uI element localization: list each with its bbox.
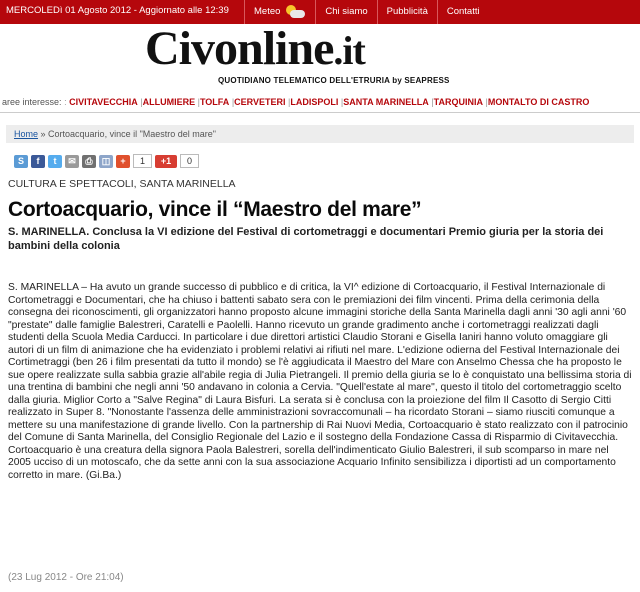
area-link-civitavecchia[interactable]: CIVITAVECCHIA bbox=[69, 97, 138, 107]
pubblicita-link[interactable]: Pubblicità bbox=[377, 0, 437, 24]
breadcrumb bbox=[6, 125, 634, 143]
addthis-icon[interactable]: + bbox=[116, 155, 130, 168]
weather-icon bbox=[284, 3, 306, 21]
area-link-allumiere[interactable]: ALLUMIERE bbox=[142, 97, 196, 107]
site-logo[interactable]: Civonline.it bbox=[145, 22, 365, 75]
print-icon[interactable]: ⎙ bbox=[82, 155, 96, 168]
divider bbox=[0, 112, 640, 113]
share-icon[interactable]: S bbox=[14, 155, 28, 168]
share-toolbar bbox=[14, 154, 199, 168]
breadcrumb-separator: » bbox=[38, 129, 49, 139]
article-subtitle: S. MARINELLA. Conclusa la VI edizione del Festival di cortometraggi e documentari Premio giuria per la storia dei bambini della colonia bbox=[8, 226, 604, 252]
breadcrumb-home-link[interactable]: Home bbox=[14, 129, 39, 139]
article-paragraph: S. MARINELLA – Ha avuto un grande successo di pubblico e di critica, la VI^ edizione di Cortoacquario, il Festival Internazionale di Cortometraggi e Documentari, che ha chiuso i battenti sabato sera con le premiazioni dei film vincenti. Prima della cerimonia della consegna dei riconoscimenti, gli organizzatori hanno proposto alcune immagini storiche della Santa Marinella dagli anni '30 agli anni '60 "prestate" dalle famiglie Balestreri, Caratelli e Paolelli. Hanno ricevuto un grande gradimento anche i cortometraggi realizzati dagli studenti della Scuola Media Carducci. In particolare i due direttori artistici Claudio Storani e Gisella Ianiri hanno voluto omaggiare gli autori di un film di animazione che ha evidenziato i problemi relativi ai rifiuti nel mare. L'edizione odierna del Festival Internazionale dei Cortimetraggi (ben 26 i film presentati da tutto il mondo) se l'è aggiudicata il Maestro del Mare con Anselmo Chessa che ha proposto le sue opere realizzate sulla sabbia grazie all'abile regia di Julia Pietrangeli. Il premio della giuria se lo è conquistato una bellissima storia di una trentina di bambini che negli anni '50 andavano in colonia a Cervia. "Quell'estate al mare", questo il titolo del cortometraggio scelto dalla giuria. Miglior Corto a "Salve Regina" di Laura Bisfuri. La serata si è conclusa con la proiezione del film Il Casotto di Sergio Citti realizzato in Super 8. "Nonostante l'assenza delle amministrazioni sovraccomunali – ha ricordato Storani – siamo riusciti comunque a mettere su una manifestazione di grande livello. Con la partnership di Rai Nuovi Media, Cortoacquario è stato realizzato con il patrocinio del Comune di Santa Marinella, del Consiglio Regionale del Lazio e il sostegno della Fondazione Cassa di Risparmio di Civitavecchia. Cortoacquario è una creatura della signora Paola Balestreri, sorella dell'indimenticato Giulio Balestreri, il sub scomparso in mare nel 2005 ucciso di un motoscafo, che da sette anni con la sua associazione Acquario Infinito sensibilizza i diportisti ad un comportamento corretto in mare. (Gi.Ba.) bbox=[8, 282, 632, 481]
meteo-link[interactable] bbox=[244, 0, 315, 24]
contatti-link[interactable]: Contatti bbox=[437, 0, 489, 24]
site-tagline: QUOTIDIANO TELEMATICO DELL'ETRURIA by SEAPRESS bbox=[218, 76, 450, 85]
current-date: MERCOLEDì 01 Agosto 2012 - Aggiornato alle 12:39 bbox=[6, 5, 229, 16]
google-plus-icon[interactable]: +1 bbox=[155, 155, 177, 168]
bookmark-icon[interactable]: ◫ bbox=[99, 155, 113, 168]
top-bar bbox=[0, 0, 640, 24]
area-link-tarquinia[interactable]: TARQUINIA bbox=[433, 97, 483, 107]
article-body bbox=[8, 282, 632, 482]
top-nav bbox=[244, 0, 489, 24]
area-link-santa-marinella[interactable]: SANTA MARINELLA bbox=[343, 97, 429, 107]
aree-label: aree interesse: bbox=[2, 97, 62, 107]
aree-interesse-bar: aree interesse: : CIVITAVECCHIA |ALLUMIERE |TOLFA |CERVETERI |LADISPOLI |SANTA MARINELLA |TARQUINIA |MONTALTO DI CASTRO bbox=[2, 97, 590, 107]
share-count: 1 bbox=[133, 154, 152, 168]
article-date: (23 Lug 2012 - Ore 21:04) bbox=[8, 572, 124, 583]
facebook-icon[interactable]: f bbox=[31, 155, 45, 168]
meteo-label: Meteo bbox=[254, 6, 281, 17]
area-link-montalto[interactable]: MONTALTO DI CASTRO bbox=[487, 97, 590, 107]
area-link-ladispoli[interactable]: LADISPOLI bbox=[290, 97, 339, 107]
breadcrumb-current: Cortoacquario, vince il "Maestro del mare" bbox=[48, 129, 216, 139]
area-link-tolfa[interactable]: TOLFA bbox=[199, 97, 230, 107]
article-title: Cortoacquario, vince il “Maestro del mare” bbox=[8, 198, 422, 221]
chi-siamo-link[interactable]: Chi siamo bbox=[315, 0, 376, 24]
gplus-count: 0 bbox=[180, 154, 199, 168]
article-categories[interactable]: CULTURA E SPETTACOLI, SANTA MARINELLA bbox=[8, 178, 236, 190]
area-link-cerveteri[interactable]: CERVETERI bbox=[234, 97, 286, 107]
email-icon[interactable]: ✉ bbox=[65, 155, 79, 168]
twitter-icon[interactable]: t bbox=[48, 155, 62, 168]
